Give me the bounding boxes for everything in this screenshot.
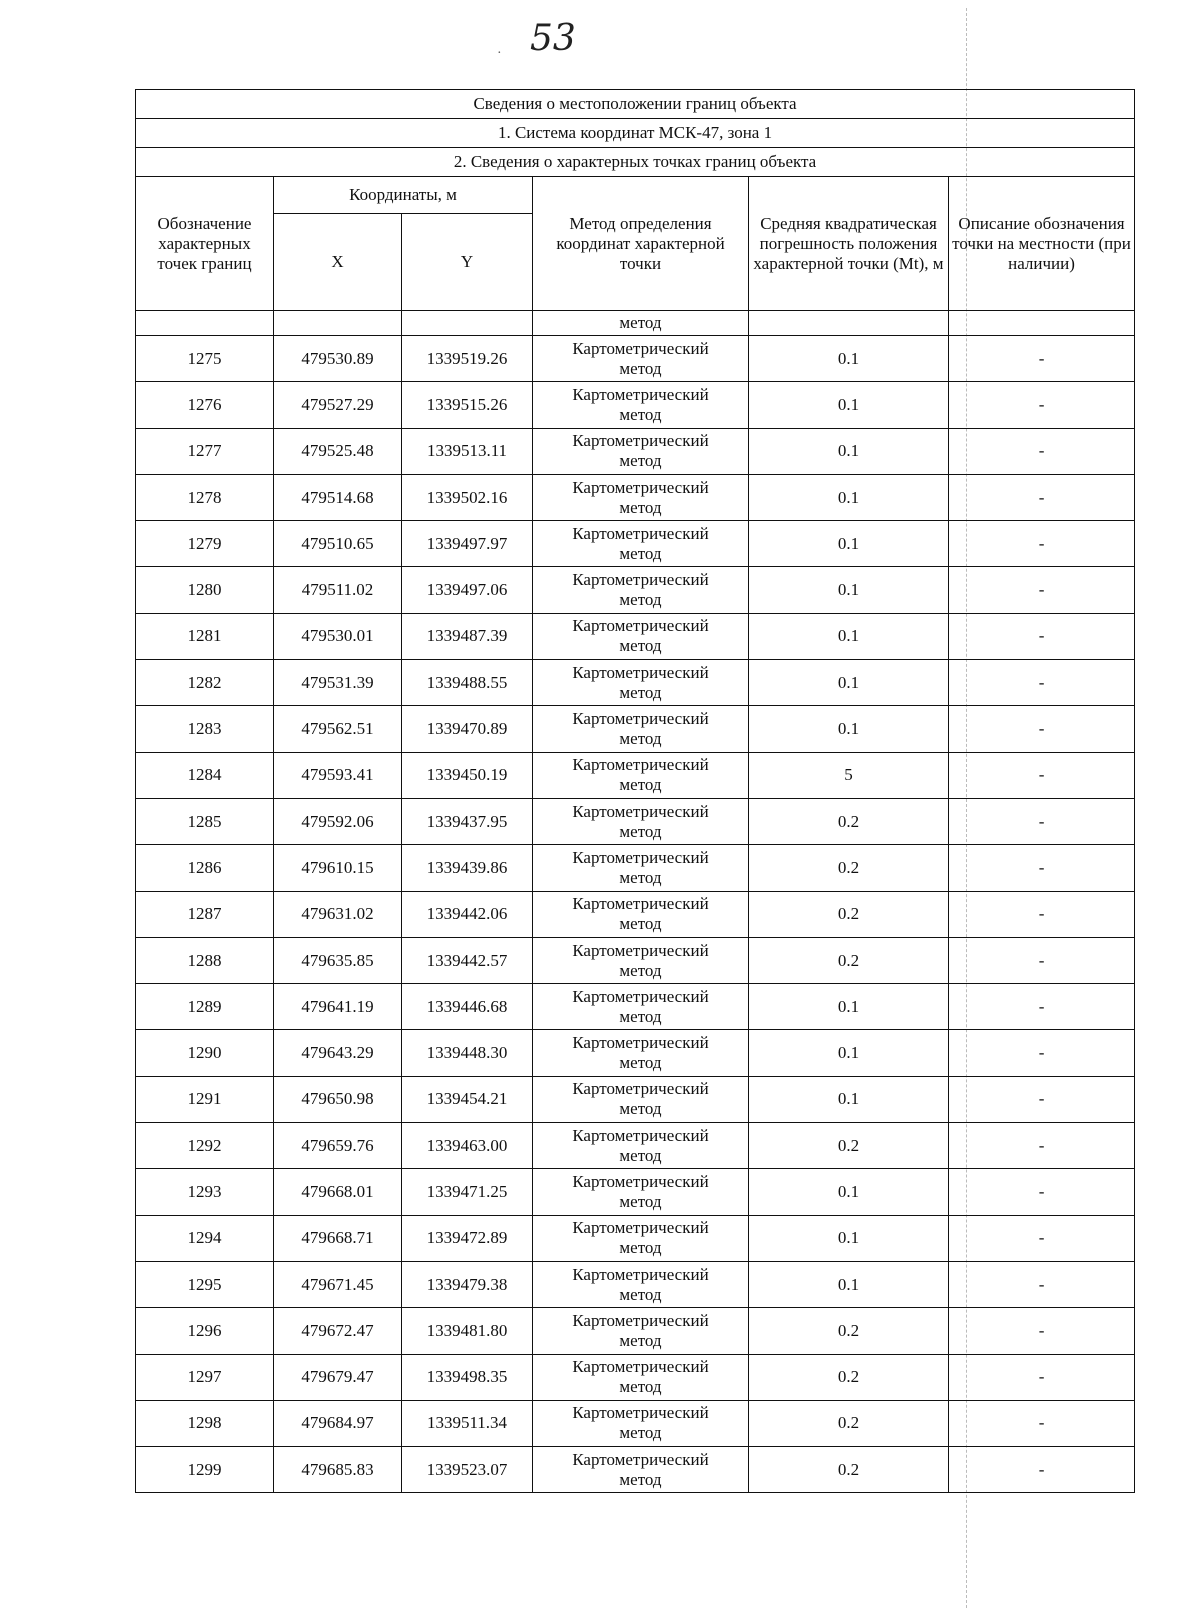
method-line-2: метод — [619, 960, 662, 980]
y-cell: 1339479.38 — [402, 1261, 533, 1307]
point-cell: 1288 — [136, 937, 274, 983]
point-cell: 1296 — [136, 1308, 274, 1354]
method-line-1: Картометрический — [572, 662, 709, 682]
section-title: 2. Сведения о характерных точках границ объекта — [136, 148, 1135, 177]
description-cell: - — [949, 1400, 1135, 1446]
method-cell — [533, 984, 749, 1030]
method-cell — [533, 1447, 749, 1493]
method-cell — [533, 1076, 749, 1122]
x-cell: 479527.29 — [274, 382, 402, 428]
point-cell: 1298 — [136, 1400, 274, 1446]
accuracy-cell: 0.1 — [749, 706, 949, 752]
method-line-2: метод — [619, 1145, 662, 1165]
point-cell: 1286 — [136, 845, 274, 891]
description-cell: - — [949, 845, 1135, 891]
description-cell: - — [949, 1076, 1135, 1122]
y-cell: 1339437.95 — [402, 798, 533, 844]
header-coordinates: Координаты, м — [274, 177, 533, 214]
y-cell: 1339497.06 — [402, 567, 533, 613]
accuracy-cell: 0.1 — [749, 382, 949, 428]
y-cell: 1339446.68 — [402, 984, 533, 1030]
accuracy-cell: 0.1 — [749, 567, 949, 613]
method-line-2: метод — [619, 775, 662, 795]
table-row — [136, 984, 1135, 1030]
table-row — [136, 1030, 1135, 1076]
method-line-1: Картометрический — [572, 847, 709, 867]
accuracy-cell: 0.2 — [749, 937, 949, 983]
accuracy-cell: 0.1 — [749, 1030, 949, 1076]
accuracy-cell: 0.1 — [749, 336, 949, 382]
description-cell: - — [949, 752, 1135, 798]
method-cell — [533, 382, 749, 428]
method-line-1: Картометрический — [572, 1079, 709, 1099]
method-line-1: Картометрический — [572, 1357, 709, 1377]
description-cell: - — [949, 798, 1135, 844]
y-cell: 1339513.11 — [402, 428, 533, 474]
method-cell — [533, 1308, 749, 1354]
table-row — [136, 1354, 1135, 1400]
table-row — [136, 474, 1135, 520]
y-cell: 1339498.35 — [402, 1354, 533, 1400]
method-line-2: метод — [619, 1423, 662, 1443]
method-cell — [533, 613, 749, 659]
method-line-1: Картометрический — [572, 523, 709, 543]
accuracy-cell: 0.1 — [749, 521, 949, 567]
coordinate-system: 1. Система координат МСК-47, зона 1 — [136, 119, 1135, 148]
method-line-2: метод — [619, 1469, 662, 1489]
method-cell — [533, 1030, 749, 1076]
point-cell: 1279 — [136, 521, 274, 567]
accuracy-cell: 0.1 — [749, 660, 949, 706]
method-line-2: метод — [619, 1377, 662, 1397]
point-cell: 1280 — [136, 567, 274, 613]
y-cell: 1339454.21 — [402, 1076, 533, 1122]
table-row — [136, 1308, 1135, 1354]
x-cell: 479631.02 — [274, 891, 402, 937]
point-cell: 1282 — [136, 660, 274, 706]
header-accuracy: Средняя квадратическая погрешность положения характерной точки (Mt), м — [749, 177, 949, 311]
table-row — [136, 891, 1135, 937]
x-cell: 479592.06 — [274, 798, 402, 844]
point-cell: 1287 — [136, 891, 274, 937]
method-cell — [533, 845, 749, 891]
x-cell: 479562.51 — [274, 706, 402, 752]
x-cell: 479514.68 — [274, 474, 402, 520]
method-line-1: Картометрический — [572, 1125, 709, 1145]
method-line-1: Картометрический — [572, 431, 709, 451]
method-cell — [533, 474, 749, 520]
table-row — [136, 382, 1135, 428]
y-cell: 1339487.39 — [402, 613, 533, 659]
y-cell: 1339511.34 — [402, 1400, 533, 1446]
x-cell: 479525.48 — [274, 428, 402, 474]
x-cell: 479684.97 — [274, 1400, 402, 1446]
point-cell: 1291 — [136, 1076, 274, 1122]
description-cell: - — [949, 1354, 1135, 1400]
x-cell: 479643.29 — [274, 1030, 402, 1076]
x-cell: 479685.83 — [274, 1447, 402, 1493]
table-row — [136, 1400, 1135, 1446]
accuracy-cell: 0.2 — [749, 1308, 949, 1354]
method-line-2: метод — [619, 543, 662, 563]
y-cell: 1339439.86 — [402, 845, 533, 891]
description-cell: - — [949, 891, 1135, 937]
accuracy-cell: 0.2 — [749, 891, 949, 937]
point-cell: 1289 — [136, 984, 274, 1030]
y-cell: 1339497.97 — [402, 521, 533, 567]
header-description: Описание обозначения точки на местности (при наличии) — [949, 177, 1135, 311]
method-line-1: Картометрический — [572, 384, 709, 404]
y-cell: 1339519.26 — [402, 336, 533, 382]
method-line-2: метод — [619, 729, 662, 749]
method-cell — [533, 706, 749, 752]
method-line-1: Картометрический — [572, 1403, 709, 1423]
method-line-2: метод — [619, 1053, 662, 1073]
y-cell: 1339450.19 — [402, 752, 533, 798]
accuracy-cell: 0.1 — [749, 613, 949, 659]
method-line-1: Картометрический — [572, 1264, 709, 1284]
method-cell — [533, 1400, 749, 1446]
accuracy-cell: 0.1 — [749, 1261, 949, 1307]
header-point: Обозначение характерных точек границ — [136, 177, 274, 311]
method-cell — [533, 1354, 749, 1400]
x-cell: 479530.01 — [274, 613, 402, 659]
method-line-2: метод — [619, 404, 662, 424]
method-line-1: Картометрический — [572, 709, 709, 729]
description-cell: - — [949, 1447, 1135, 1493]
description-cell: - — [949, 336, 1135, 382]
header-y: Y — [402, 214, 533, 311]
x-cell: 479650.98 — [274, 1076, 402, 1122]
x-cell: 479510.65 — [274, 521, 402, 567]
coordinates-table — [135, 89, 1135, 1493]
scan-speck: · — [497, 46, 502, 61]
accuracy-cell: 5 — [749, 752, 949, 798]
method-line-1: Картометрический — [572, 940, 709, 960]
description-cell: - — [949, 1123, 1135, 1169]
table-row — [136, 613, 1135, 659]
y-cell: 1339481.80 — [402, 1308, 533, 1354]
y-cell: 1339523.07 — [402, 1447, 533, 1493]
header-method: Метод определения координат характерной точки — [533, 177, 749, 311]
method-line-2: метод — [619, 1191, 662, 1211]
y-cell: 1339488.55 — [402, 660, 533, 706]
method-cell — [533, 521, 749, 567]
accuracy-cell: 0.2 — [749, 845, 949, 891]
method-line-2: метод — [619, 1330, 662, 1350]
description-cell: - — [949, 1215, 1135, 1261]
method-cell — [533, 752, 749, 798]
accuracy-cell: 0.2 — [749, 1123, 949, 1169]
y-cell: 1339463.00 — [402, 1123, 533, 1169]
method-cell — [533, 567, 749, 613]
point-cell: 1285 — [136, 798, 274, 844]
description-cell: - — [949, 474, 1135, 520]
description-cell: - — [949, 1261, 1135, 1307]
description-cell: - — [949, 1169, 1135, 1215]
description-cell: - — [949, 428, 1135, 474]
method-cell — [533, 798, 749, 844]
point-cell: 1284 — [136, 752, 274, 798]
x-cell: 479530.89 — [274, 336, 402, 382]
x-cell: 479511.02 — [274, 567, 402, 613]
x-cell: 479679.47 — [274, 1354, 402, 1400]
x-cell: 479635.85 — [274, 937, 402, 983]
method-cell — [533, 1261, 749, 1307]
point-cell: 1297 — [136, 1354, 274, 1400]
method-line-1: Картометрический — [572, 616, 709, 636]
point-cell: 1293 — [136, 1169, 274, 1215]
table-row — [136, 1215, 1135, 1261]
method-cell — [533, 937, 749, 983]
method-cell — [533, 660, 749, 706]
method-line-1: Картометрический — [572, 801, 709, 821]
table-row — [136, 1261, 1135, 1307]
method-line-2: метод — [619, 914, 662, 934]
table-row — [136, 660, 1135, 706]
x-cell: 479671.45 — [274, 1261, 402, 1307]
table-title: Сведения о местоположении границ объекта — [136, 90, 1135, 119]
accuracy-cell: 0.1 — [749, 1169, 949, 1215]
table-row — [136, 1447, 1135, 1493]
point-cell: 1275 — [136, 336, 274, 382]
y-cell: 1339442.57 — [402, 937, 533, 983]
method-line-2: метод — [619, 1238, 662, 1258]
method-line-2: метод — [619, 497, 662, 517]
method-cell — [533, 1169, 749, 1215]
x-cell: 479531.39 — [274, 660, 402, 706]
table-row — [136, 706, 1135, 752]
method-line-1: Картометрический — [572, 986, 709, 1006]
description-cell: - — [949, 984, 1135, 1030]
description-cell: - — [949, 521, 1135, 567]
table-row — [136, 1123, 1135, 1169]
method-line-2: метод — [619, 636, 662, 656]
description-cell: - — [949, 1308, 1135, 1354]
accuracy-cell: 0.1 — [749, 984, 949, 1030]
table-row — [136, 937, 1135, 983]
y-cell: 1339471.25 — [402, 1169, 533, 1215]
x-cell: 479593.41 — [274, 752, 402, 798]
accuracy-cell: 0.2 — [749, 1354, 949, 1400]
table-row — [136, 521, 1135, 567]
accuracy-cell: 0.1 — [749, 1215, 949, 1261]
description-cell: - — [949, 706, 1135, 752]
method-line-1: Картометрический — [572, 1171, 709, 1191]
method-line-2: метод — [619, 1284, 662, 1304]
method-line-2: метод — [619, 682, 662, 702]
method-line-2: метод — [619, 590, 662, 610]
table-row — [136, 845, 1135, 891]
x-cell: 479610.15 — [274, 845, 402, 891]
method-line-1: Картометрический — [572, 477, 709, 497]
point-cell: 1278 — [136, 474, 274, 520]
accuracy-cell: 0.1 — [749, 1076, 949, 1122]
point-cell: 1276 — [136, 382, 274, 428]
method-line-2: метод — [619, 1006, 662, 1026]
description-cell: - — [949, 567, 1135, 613]
method-cell — [533, 1215, 749, 1261]
method-cell — [533, 891, 749, 937]
method-line-1: Картометрический — [572, 1449, 709, 1469]
method-line-1: Картометрический — [572, 1033, 709, 1053]
method-line-2: метод — [619, 821, 662, 841]
method-line-1: Картометрический — [572, 570, 709, 590]
method-cell — [533, 1123, 749, 1169]
description-cell: - — [949, 613, 1135, 659]
y-cell: 1339472.89 — [402, 1215, 533, 1261]
description-cell: - — [949, 1030, 1135, 1076]
accuracy-cell: 0.2 — [749, 798, 949, 844]
table-row — [136, 1169, 1135, 1215]
method-cell — [533, 428, 749, 474]
table-row — [136, 428, 1135, 474]
method-line-1: Картометрический — [572, 338, 709, 358]
method-line-1: Картометрический — [572, 1310, 709, 1330]
accuracy-cell: 0.1 — [749, 474, 949, 520]
y-cell: 1339442.06 — [402, 891, 533, 937]
description-cell: - — [949, 382, 1135, 428]
point-cell: 1294 — [136, 1215, 274, 1261]
y-cell: 1339515.26 — [402, 382, 533, 428]
y-cell: 1339448.30 — [402, 1030, 533, 1076]
method-line-2: метод — [619, 451, 662, 471]
point-cell: 1299 — [136, 1447, 274, 1493]
x-cell: 479672.47 — [274, 1308, 402, 1354]
accuracy-cell: 0.2 — [749, 1447, 949, 1493]
y-cell: 1339470.89 — [402, 706, 533, 752]
method-line-2: метод — [619, 1099, 662, 1119]
page-number: 53 — [530, 18, 576, 59]
method-line-2: метод — [619, 867, 662, 887]
description-cell: - — [949, 660, 1135, 706]
point-cell: 1295 — [136, 1261, 274, 1307]
point-cell: 1283 — [136, 706, 274, 752]
table-row — [136, 798, 1135, 844]
y-cell: 1339502.16 — [402, 474, 533, 520]
method-line-2: метод — [619, 358, 662, 378]
method-cell — [533, 336, 749, 382]
table-row — [136, 752, 1135, 798]
carryover-method: метод — [533, 311, 749, 336]
table-row — [136, 336, 1135, 382]
table-row — [136, 567, 1135, 613]
method-line-1: Картометрический — [572, 1218, 709, 1238]
accuracy-cell: 0.2 — [749, 1400, 949, 1446]
description-cell: - — [949, 937, 1135, 983]
x-cell: 479668.01 — [274, 1169, 402, 1215]
carryover-row — [136, 311, 1135, 336]
point-cell: 1281 — [136, 613, 274, 659]
x-cell: 479641.19 — [274, 984, 402, 1030]
x-cell: 479659.76 — [274, 1123, 402, 1169]
method-line-1: Картометрический — [572, 894, 709, 914]
point-cell: 1277 — [136, 428, 274, 474]
point-cell: 1292 — [136, 1123, 274, 1169]
x-cell: 479668.71 — [274, 1215, 402, 1261]
header-x: X — [274, 214, 402, 311]
point-cell: 1290 — [136, 1030, 274, 1076]
table-row — [136, 1076, 1135, 1122]
method-line-1: Картометрический — [572, 755, 709, 775]
accuracy-cell: 0.1 — [749, 428, 949, 474]
